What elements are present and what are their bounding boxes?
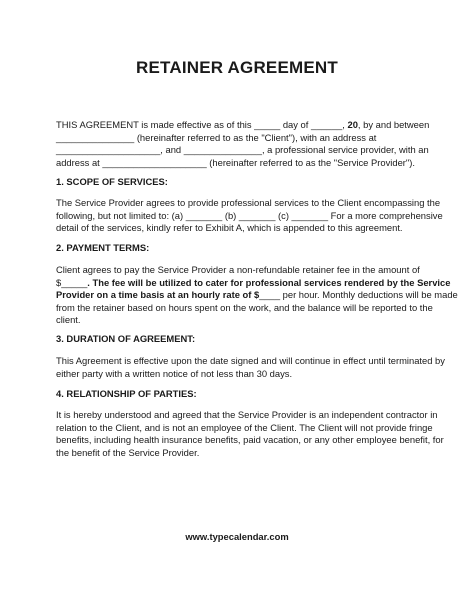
year-prefix: 20 [347,119,358,130]
scope-paragraph [56,197,443,235]
scope-line-2: following, but not limited to: (a) _______ (b) _______ (c) _______ For a more comprehensive [56,209,443,221]
intro-line-2: _______________ (hereinafter referred to as the "Client"), with an address at [56,131,377,143]
payment-line-2: $_____. The fee will be utilized to cater for professional services rendered by the Service [56,276,451,288]
duration-line-2: either party with a written notice of not less than 30 days. [56,367,293,379]
relationship-paragraph [56,409,444,459]
relationship-line-4: the benefit of the Service Provider. [56,446,200,458]
document-title: RETAINER AGREEMENT [136,58,338,77]
scope-line-3: detail of the services, kindly refer to Exhibit A, which is appended to this agreement. [56,222,403,234]
payment-line-5: client. [56,314,81,326]
payment-line-3: Provider on a time basis at an hourly rate of $____ per hour. Monthly deductions will be made [56,289,458,301]
intro-line-3: ____________________, and _______________, a professional service provider, with an [56,144,429,156]
intro-line-1: THIS AGREEMENT is made effective as of this _____ day of ______, 20, by and between [56,119,430,130]
relationship-line-2: relation to the Client, and is not an employee of the Client. The Client will not provide fringe [56,421,433,433]
duration-line-1: This Agreement is effective upon the date signed and will continue in effect until terminated by [56,355,445,366]
duration-paragraph [56,355,445,380]
section-heading-relationship: 4. RELATIONSHIP OF PARTIES: [56,388,197,399]
section-heading-payment: 2. PAYMENT TERMS: [56,242,150,253]
relationship-line-1: It is hereby understood and agreed that the Service Provider is an independent contractor in [56,409,438,420]
relationship-line-3: benefits, including health insurance benefits, paid vacation, or any other employee benefit, for [56,434,444,446]
intro-line-4: address at ____________________ (hereinafter referred to as the "Service Provider"). [56,156,415,168]
payment-line-4: from the retainer based on hours spent on the work, and the balance will be reported to the [56,301,433,313]
footer-website-link[interactable]: www.typecalendar.com [185,531,289,542]
scope-line-1: The Service Provider agrees to provide professional services to the Client encompassing the [56,197,441,208]
payment-paragraph [56,264,458,327]
intro-paragraph [56,119,430,169]
section-heading-duration: 3. DURATION OF AGREEMENT: [56,333,196,344]
section-heading-scope: 1. SCOPE OF SERVICES: [56,176,168,187]
payment-line-1: Client agrees to pay the Service Provider a non-refundable retainer fee in the amount of [56,264,420,275]
